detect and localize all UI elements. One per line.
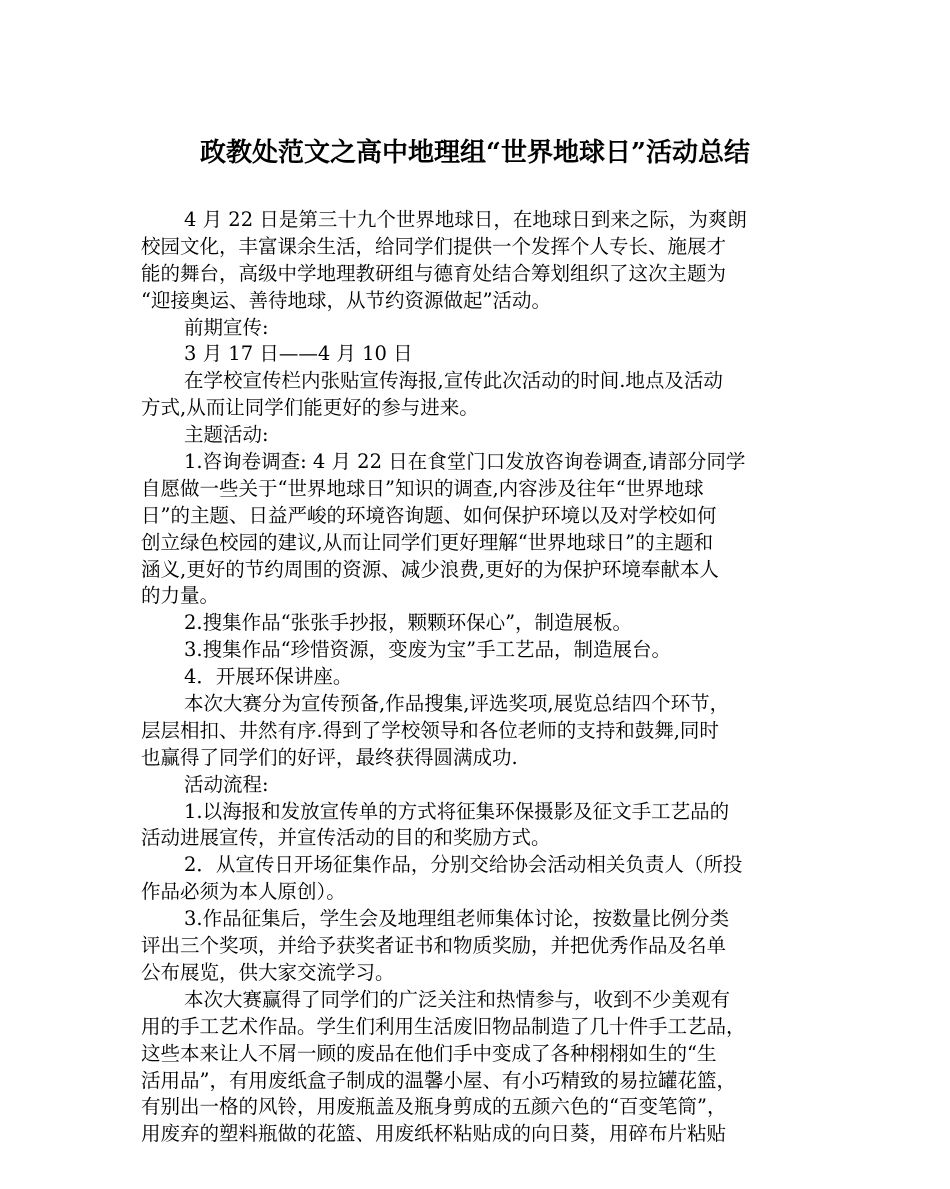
text-line: 校园文化，丰富课余生活，给同学们提供一个发挥个人专长、施展才	[141, 234, 727, 258]
text-line: “迎接奥运、善待地球，从节约资源做起”活动。	[141, 288, 551, 312]
text-line: 用的手工艺术作品。学生们利用生活废旧物品制造了几十件手工艺品，	[141, 1014, 746, 1038]
text-line: 3.搜集作品“珍惜资源，变废为宝”手工艺品，制造展台。	[184, 638, 672, 662]
text-line: 也赢得了同学们的好评，最终获得圆满成功.	[141, 745, 518, 769]
text-line: 2．从宣传日开场征集作品，分别交给协会活动相关负责人（所投	[184, 853, 743, 877]
text-line: 4 月 22 日是第三十九个世界地球日，在地球日到来之际，为爽朗	[184, 208, 747, 231]
text-line: 日”的主题、日益严峻的环境咨询题、如何保护环境以及对学校如何	[141, 503, 717, 527]
text-line: 活动流程:	[184, 772, 269, 796]
text-line: 作品必须为本人原创）。	[141, 880, 346, 904]
text-line: 1.咨询卷调查: 4 月 22 日在食堂门口发放咨询卷调查,请部分同学	[184, 450, 746, 474]
text-line: 活动进展宣传，并宣传活动的目的和奖励方式。	[141, 826, 551, 850]
text-line: 公布展览，供大家交流学习。	[141, 960, 395, 984]
text-line: 2.搜集作品“张张手抄报，颗颗环保心”，制造展板。	[184, 611, 633, 635]
text-line: 在学校宣传栏内张贴宣传海报,宣传此次活动的时间.地点及活动	[184, 369, 723, 393]
text-line: 本次大赛赢得了同学们的广泛关注和热情参与，收到不少美观有	[184, 987, 731, 1011]
text-line: 能的舞台，高级中学地理教研组与德育处结合筹划组织了这次主题为	[141, 261, 727, 285]
text-line: 方式,从而让同学们能更好的参与进来。	[141, 396, 479, 420]
text-line: 有别出一格的风铃，用废瓶盖及瓶身剪成的五颜六色的“百变笔筒”，	[141, 1095, 727, 1119]
text-line: 自愿做一些关于“世界地球日”知识的调查,内容涉及往年“世界地球	[141, 476, 704, 500]
text-line: 用废弃的塑料瓶做的花篮、用废纸杯粘贴成的向日葵，用碎布片粘贴	[141, 1122, 727, 1146]
text-line: 创立绿色校园的建议,从而让同学们更好理解“世界地球日”的主题和	[141, 530, 714, 554]
document-body	[141, 207, 813, 1148]
text-line: 1.以海报和发放宣传单的方式将征集环保摄影及征文手工艺品的	[184, 799, 730, 823]
text-line: 层层相扣、井然有序.得到了学校领导和各位老师的支持和鼓舞,同时	[141, 718, 719, 742]
text-line: 这些本来让人不屑一顾的废品在他们手中变成了各种栩栩如生的“生	[141, 1041, 717, 1065]
text-line: 3.作品征集后，学生会及地理组老师集体讨论，按数量比例分类	[184, 907, 730, 931]
text-line: 4．开展环保讲座。	[184, 665, 353, 689]
text-line: 评出三个奖项，并给予获奖者证书和物质奖励，并把优秀作品及名单	[141, 934, 727, 958]
text-line: 涵义,更好的节约周围的资源、减少浪费,更好的为保护环境奉献本人	[141, 557, 719, 581]
text-line: 的力量。	[141, 584, 220, 608]
text-line: 活用品”，有用废纸盒子制成的温馨小屋、有小巧精致的易拉罐花篮，	[141, 1068, 736, 1092]
text-line: 主题活动:	[184, 423, 269, 447]
text-line: 前期宣传:	[184, 315, 269, 339]
document-title: 政教处范文之高中地理组“世界地球日”活动总结	[200, 138, 750, 168]
text-line: 本次大赛分为宣传预备,作品搜集,评选奖项,展览总结四个环节，	[184, 692, 730, 716]
text-line: 3 月 17 日——4 月 10 日	[184, 342, 413, 366]
